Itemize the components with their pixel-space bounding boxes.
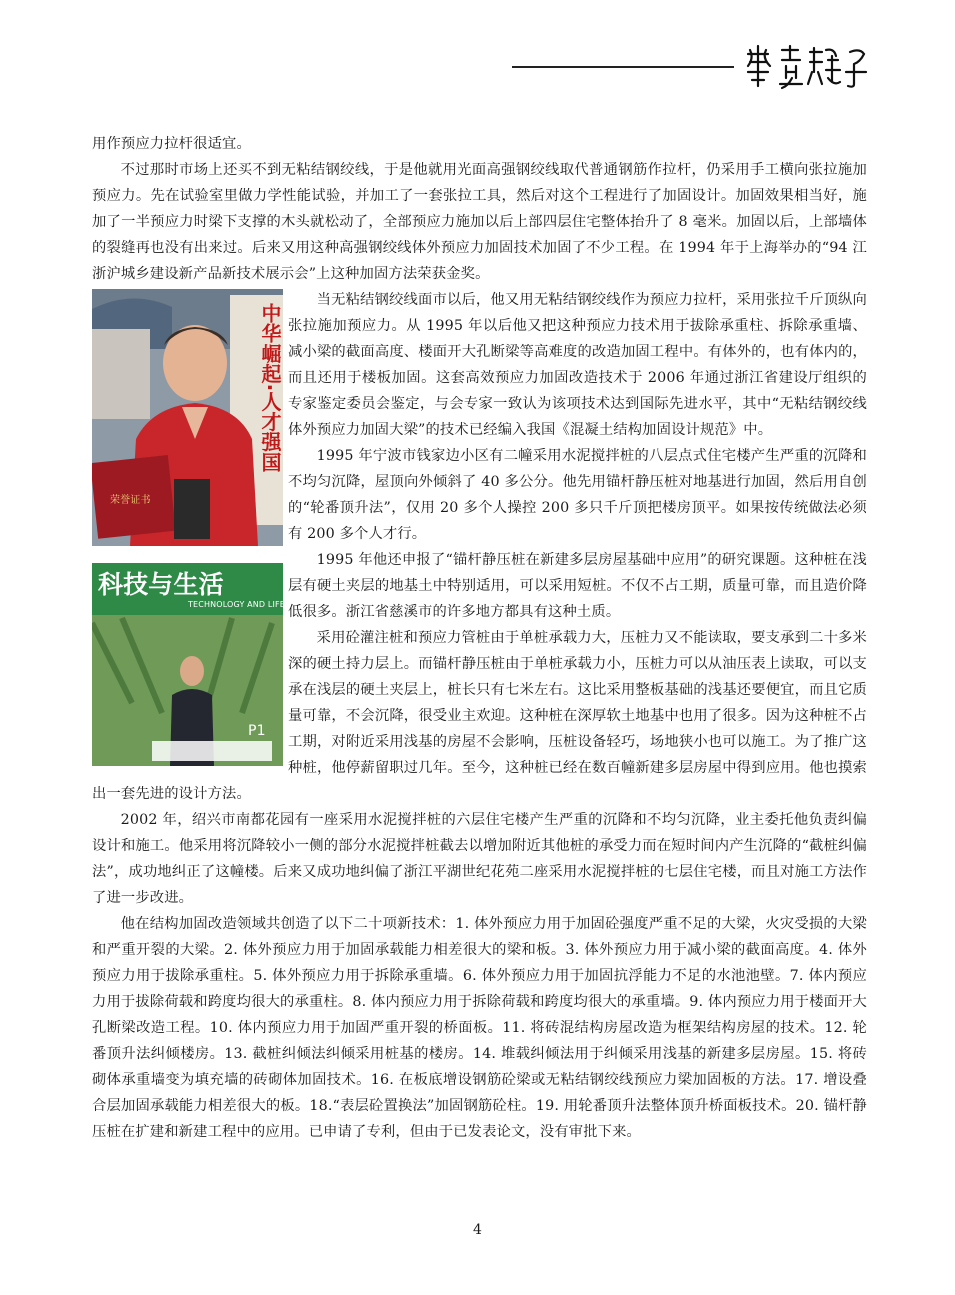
magazine-covers bbox=[92, 289, 283, 759]
paragraph-5: 1995 年他还申报了“锚杆静压桩在新建多层房屋基础中应用”的研究课题。这种桩在浅层有硬土夹层的地基土中特别适用，可以采用短桩。不仅不占工期，质量可靠，而且造价降低很多。浙江省慈溪市的许多地方都具有这种土质。 bbox=[288, 552, 867, 620]
cover1-certificate-label: 荣誉证书 bbox=[110, 495, 151, 506]
page-number: 4 bbox=[473, 1222, 482, 1238]
paragraph-1: 用作预应力拉杆很适宜。 bbox=[92, 136, 251, 152]
cover2-page-tag: P1 bbox=[248, 723, 266, 739]
header-calligraphy-logo bbox=[742, 42, 872, 90]
cover2-title: 科技与生活 bbox=[98, 570, 224, 599]
article-body bbox=[92, 131, 867, 1145]
paragraph-2 bbox=[92, 157, 867, 287]
paragraph-6: 采用砼灌注桩和预应力管桩由于单桩承载力大，压桩力又不能读取，要支承到二十多米深的硬土持力层上。而锚杆静压桩由于单桩承载力小，压桩力可以从油压表上读取，可以支承在浅层的硬土夹层上，桩长只有七米左右。这比采用整板基础的浅基还要便宜，而且它质量可靠，不会沉降，很受业主欢迎。这种桩在深厚软土地基中也用了很多。因为这种桩不占工期，对附近采用浅基的房屋不会影响，压桩设备轻巧，场地狭小也可以施工。为了推广这种桩，他停薪留职过几年。至今，这种桩已经在数百幢新建多层房屋中得到应用。他也摸索出一套先进的设计方法。 bbox=[92, 630, 867, 802]
paragraph-2-text: 不过那时市场上还买不到无粘结钢绞线，于是他就用光面高强钢绞线取代普通钢筋作拉杆，仍采用手工横向张拉施加预应力。先在试验室里做力学性能试验，并加工了一套张拉工具，然后对这个工程进行了加固设计。加固效果相当好，施加了一半预应力时梁下支撑的木头就松动了，全部预应力施加以后上部四层住宅整体抬升了 8 毫米。加固以后，上部墙体的裂缝再也没有出来过。后来又用这种高强钢绞线体外预应力加固技术加固了不少工程。在 1994 年于上海举办的“94 江浙沪城乡建设新产品新技术展示会”上这种加固方法荣获金奖。 bbox=[92, 162, 867, 282]
cover2-english: TECHNOLOGY AND LIFE bbox=[188, 600, 283, 609]
header-rule bbox=[512, 66, 734, 68]
magazine-cover-photo-2 bbox=[92, 563, 283, 766]
magazine-cover-photo-1 bbox=[92, 289, 283, 546]
paragraph-4: 1995 年宁波市钱家边小区有二幢采用水泥搅拌桩的八层点式住宅楼产生严重的沉降和不均匀沉降，屋顶向外倾斜了 40 多公分。他先用锚杆静压桩对地基进行加固，然后用自创的“轮番顶升法”，仅用 20 多个人操控 200 多只千斤顶把楼房顶平。如果按传统做法必须有 200 多个人才行。 bbox=[288, 448, 867, 542]
cover1-title: 中华崛起·人才强国 bbox=[258, 303, 282, 472]
paragraph-3: 当无粘结钢绞线面市以后，他又用无粘结钢绞线作为预应力拉杆，采用张拉千斤顶纵向张拉施加预应力。从 1995 年以后他又把这种预应力技术用于拔除承重柱、拆除承重墙、减小梁的截面高度、楼面开大孔断梁等高难度的改造加固工程中。有体外的，也有体内的，而且还用于楼板加固。这套高效预应力加固改造技术于 2006 年通过浙江省建设厅组织的专家鉴定委员会鉴定，与会专家一致认为该项技术达到国际先进水平，其中“无粘结钢绞线体外预应力加固大梁”的技术已经编入我国《混凝土结构加固设计规范》中。 bbox=[288, 292, 867, 438]
paragraph-7: 2002 年，绍兴市南都花园有一座采用水泥搅拌桩的六层住宅楼产生严重的沉降和不均匀沉降，业主委托他负责纠偏设计和施工。他采用将沉降较小一侧的部分水泥搅拌桩截去以增加附近其他桩的承受力而在短时间内产生沉降的“截桩纠偏法”，成功地纠正了这幢楼。后来又成功地纠偏了浙江平湖世纪花苑二座采用水泥搅拌桩的七层住宅楼，而且对施工方法作了进一步改进。 bbox=[92, 812, 867, 906]
paragraph-8: 他在结构加固改造领域共创造了以下二十项新技术：1. 体外预应力用于加固砼强度严重不足的大梁，火灾受损的大梁和严重开裂的大梁。2. 体外预应力用于加固承载能力相差很大的梁和板。3. 体外预应力用于减小梁的截面高度。4. 体外预应力用于拔除承重柱。5. 体外预应力用于拆除承重墙。6. 体外预应力用于加固抗浮能力不足的水池池壁。7. 体内预应力用于拔除荷载和跨度均很大的承重柱。8. 体内预应力用于拆除荷载和跨度均很大的承重墙。9. 体内预应力用于楼面开大孔断梁改造工程。10. 体内预应力用于加固严重开裂的桥面板。11. 将砖混结构房屋改造为框架结构房屋的技术。12. 轮番顶升法纠倾楼房。13. 截桩纠倾法纠倾采用桩基的楼房。14. 堆载纠倾法用于纠倾采用浅基的新建多层房屋。15. 将砖砌体承重墙变为填充墙的砖砌体加固技术。16. 在板底增设钢筋砼梁或无粘结钢绞线预应力梁加固板的方法。17. 增设叠合层加固承载能力相差很大的板。18.“表层砼置换法”加固钢筋砼柱。19. 用轮番顶升法整体顶升桥面板技术。20. 锚杆静压桩在扩建和新建工程中的应用。已申请了专利，但由于已发表论文，没有审批下来。 bbox=[92, 916, 867, 1140]
